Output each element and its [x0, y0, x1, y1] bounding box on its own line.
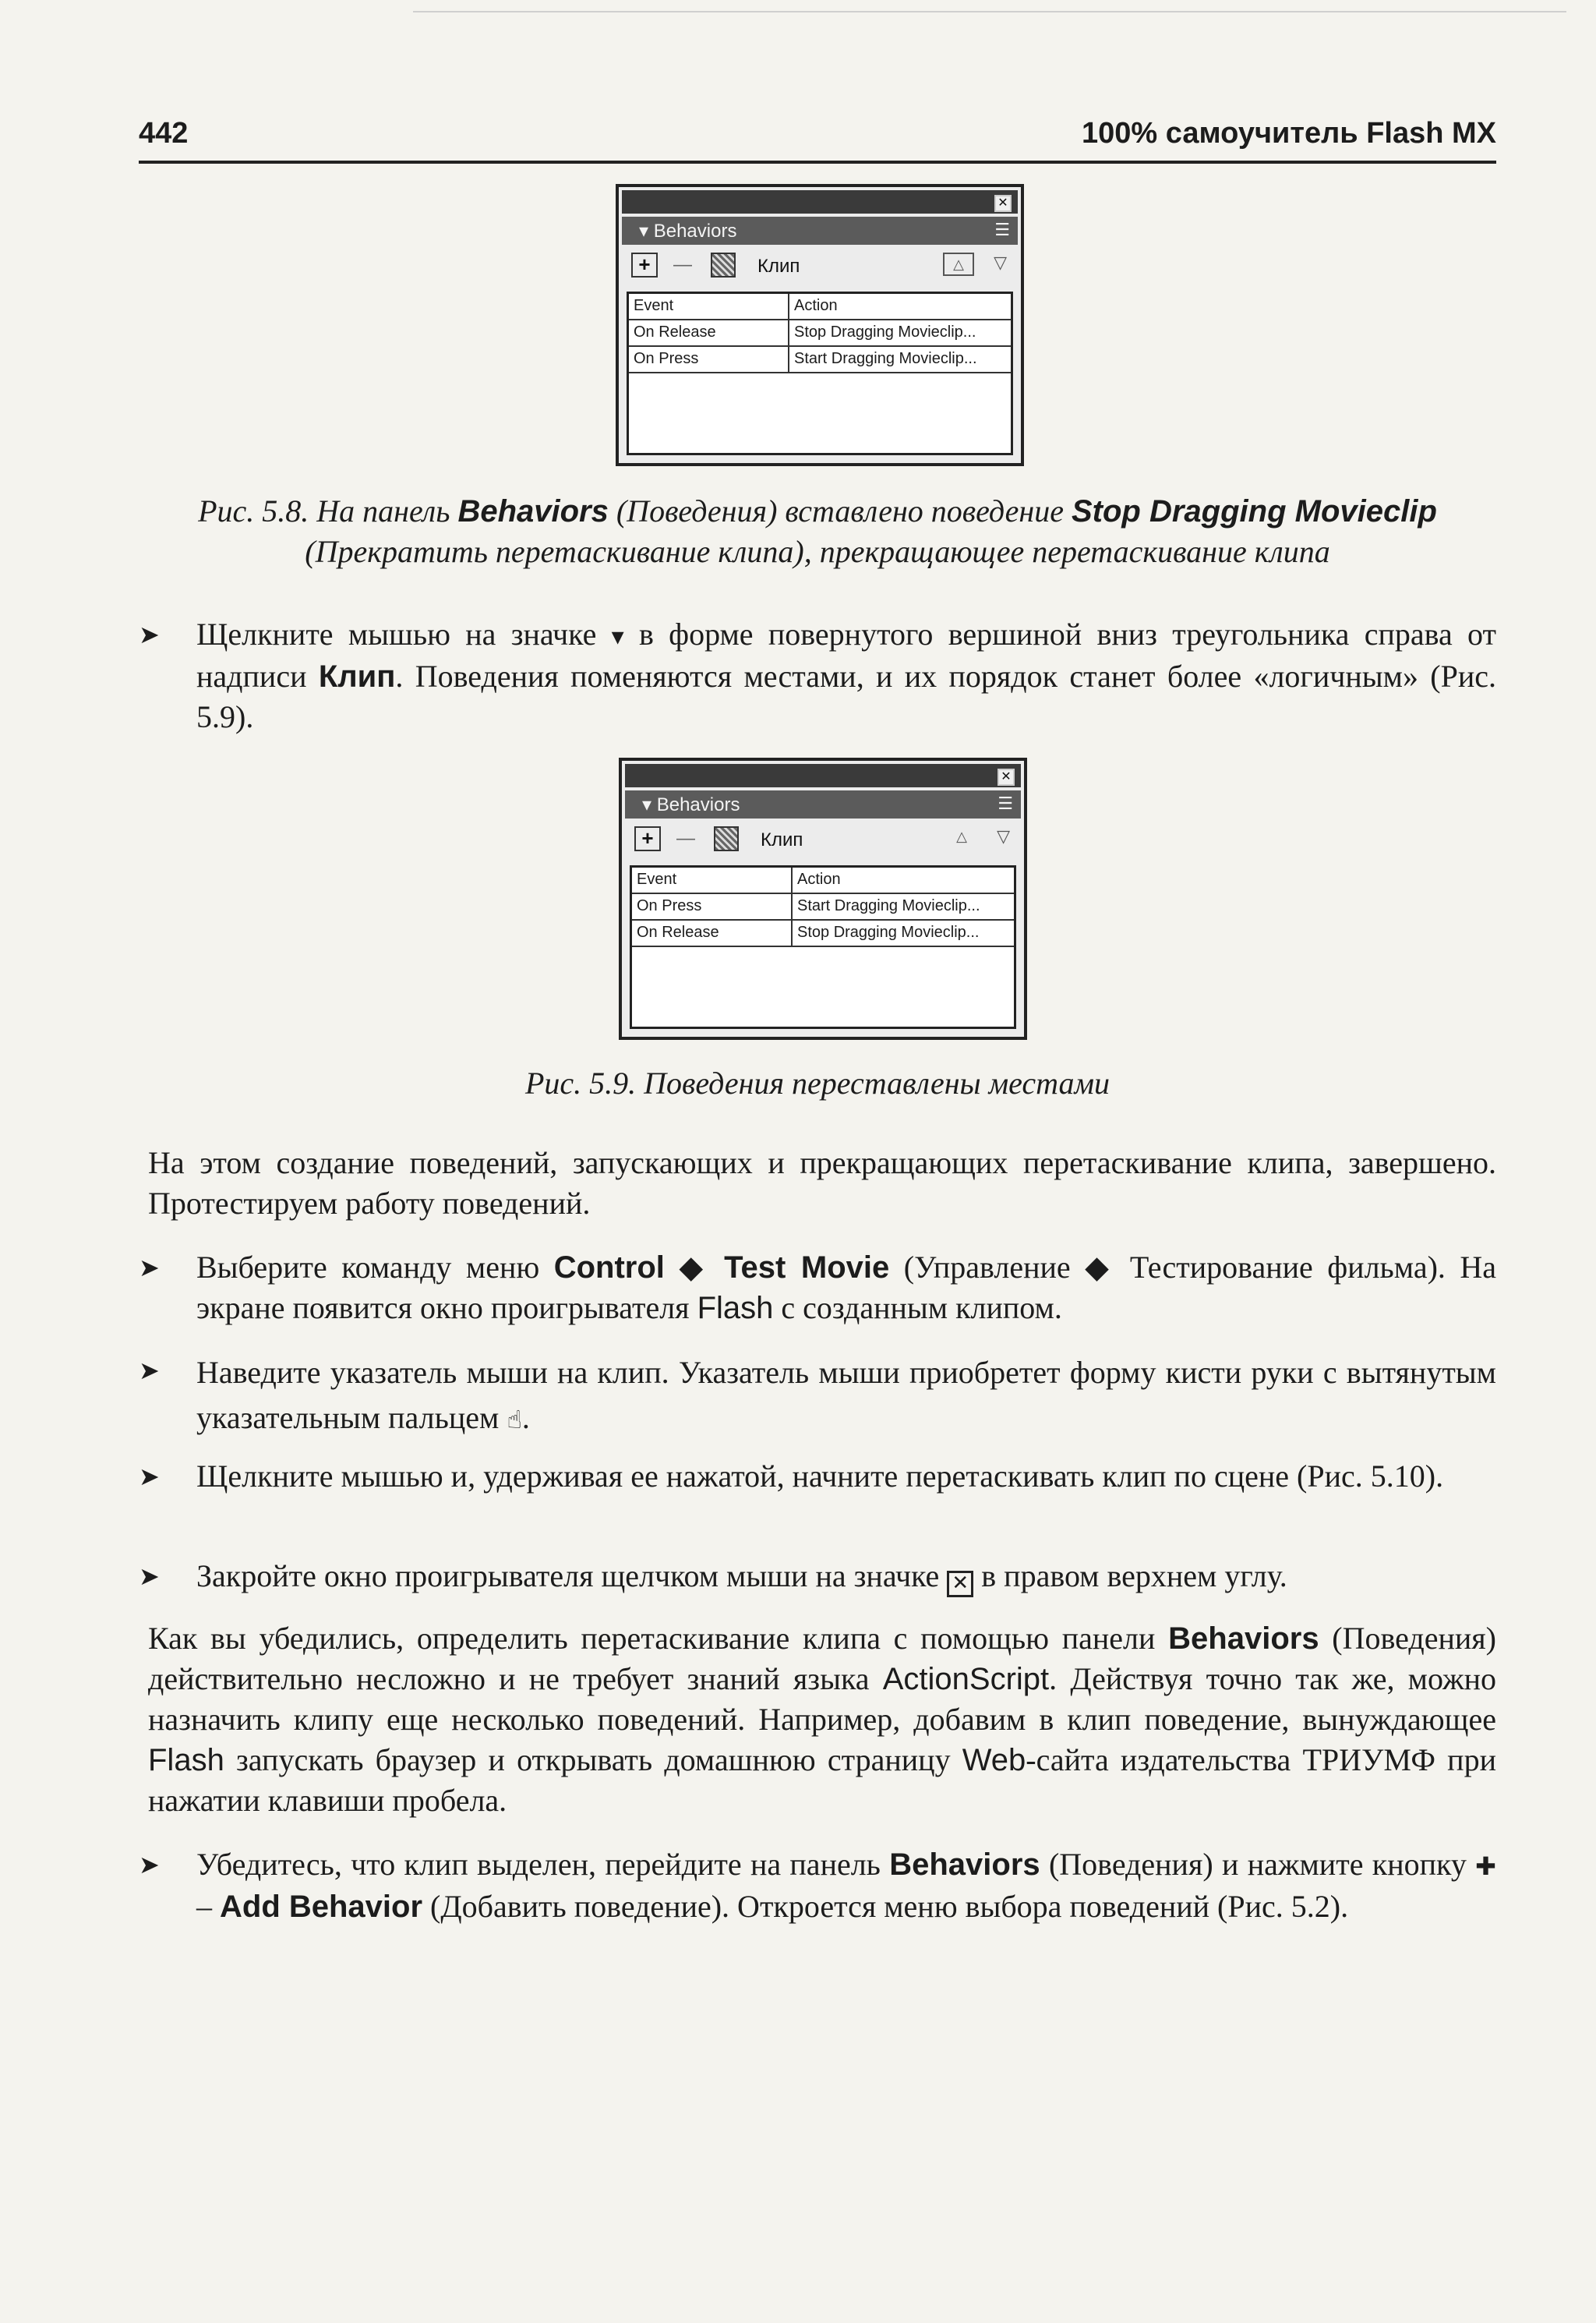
text: Наведите указатель мыши на клип. Указатель мыши приобретет форму кисти руки с вытянутым указательным пальцем: [196, 1355, 1496, 1435]
text: . Поведения поменяются местами, и их порядок станет более «логичным» (Рис. 5.9).: [196, 659, 1496, 734]
text: Убедитесь, что клип выделен, перейдите на панель: [196, 1847, 890, 1882]
menu-term: Control: [553, 1250, 665, 1285]
bold-term: Behaviors: [1168, 1621, 1319, 1656]
close-icon: ✕: [947, 1571, 973, 1597]
event-cell: On Release: [637, 924, 719, 941]
move-down-icon[interactable]: ▽: [994, 253, 1007, 272]
options-menu-icon[interactable]: ☰: [998, 794, 1013, 813]
move-up-icon[interactable]: △: [956, 829, 967, 844]
text: -сайта издательства ТРИУМФ при нажатии клавиши пробела.: [148, 1742, 1496, 1818]
caption-bold: Stop Dragging Movieclip: [1071, 494, 1437, 529]
table-row[interactable]: [632, 921, 1014, 947]
paragraph-1: На этом создание поведений, запускающих и прекращающих перетаскивание клипа, завершено. Протестируем работу поведений.: [148, 1145, 1496, 1221]
text: в правом верхнем углу.: [973, 1558, 1287, 1593]
caption-line-2: (Прекратить перетаскивание клипа), прекращающее перетаскивание клипа: [305, 534, 1330, 569]
event-cell: On Release: [634, 324, 716, 341]
action-cell: Start Dragging Movieclip...: [797, 897, 980, 914]
move-up-icon[interactable]: △: [943, 253, 974, 276]
running-title: 100% самоучитель Flash MX: [1082, 117, 1496, 150]
bold-term: Behaviors: [889, 1847, 1040, 1882]
behaviors-table: [630, 865, 1016, 1029]
panel-title-bar[interactable]: [625, 790, 1021, 819]
text: –: [196, 1889, 220, 1924]
triangle-down-icon: ▾: [611, 621, 624, 651]
text: ◆: [664, 1250, 725, 1285]
text: запускать браузер и открывать домашнюю страницу: [224, 1742, 962, 1777]
panel-toolbar: [622, 248, 1018, 285]
table-header-row: [629, 294, 1011, 320]
table-header-row: [632, 868, 1014, 894]
panel-title-bar[interactable]: [622, 217, 1018, 245]
move-down-icon[interactable]: ▽: [997, 826, 1010, 846]
text: Выберите команду меню: [196, 1250, 554, 1285]
column-header-action: Action: [797, 871, 841, 888]
text: в форме повернутого вершиной вниз треугольника справа от надписи: [196, 617, 1496, 694]
arrow-bullet-icon: ➤: [139, 1851, 160, 1879]
hand-pointer-icon: ☝: [507, 1405, 522, 1434]
options-menu-icon[interactable]: ☰: [994, 220, 1010, 239]
text: Как вы убедились, определить перетаскивание клипа с помощью панели: [148, 1621, 1169, 1656]
page-number: 442: [139, 117, 189, 150]
event-cell: On Press: [637, 897, 702, 914]
text: (Добавить поведение). Откроется меню выбора поведений (Рис. 5.2).: [422, 1889, 1349, 1924]
text: с созданным клипом.: [773, 1290, 1062, 1325]
text: (Поведения) и нажмите кнопку: [1040, 1847, 1476, 1882]
action-cell: Start Dragging Movieclip...: [794, 350, 977, 367]
movieclip-icon: [711, 253, 736, 278]
caption-text: Рис. 5.8. На панель: [198, 493, 458, 529]
text: (Управление ◆ Тестирование фильма). На экране появится окно проигрывателя: [196, 1250, 1497, 1325]
caption-text: (Поведения) вставлено поведение: [608, 493, 1072, 529]
top-edge-rule: [413, 11, 1566, 12]
behaviors-panel-fig-5-8: [616, 184, 1024, 466]
product-name: Flash: [697, 1291, 774, 1325]
arrow-bullet-icon: ➤: [139, 1356, 160, 1384]
bold-term: Add Behavior: [220, 1890, 423, 1924]
page-header: [139, 117, 1496, 164]
target-label: Клип: [757, 256, 800, 277]
column-header-event: Event: [634, 297, 674, 314]
add-behavior-icon[interactable]: +: [634, 826, 661, 851]
add-behavior-icon: ✚: [1475, 1851, 1496, 1881]
figure-caption-5-9: Рис. 5.9. Поведения переставлены местами: [524, 1066, 1110, 1101]
action-cell: Stop Dragging Movieclip...: [797, 924, 980, 941]
column-header-action: Action: [794, 297, 838, 314]
action-cell: Stop Dragging Movieclip...: [794, 324, 976, 341]
arrow-bullet-icon: ➤: [139, 621, 160, 649]
close-icon[interactable]: ✕: [994, 195, 1012, 212]
text: (Поведения) действительно несложно и не требует знаний языка: [148, 1621, 1496, 1696]
arrow-bullet-icon: ➤: [139, 1462, 160, 1490]
close-icon[interactable]: ✕: [998, 769, 1015, 786]
text: Щелкните мышью и, удерживая ее нажатой, начните перетаскивать клип по сцене (Рис. 5.10).: [196, 1459, 1444, 1494]
target-label: Клип: [761, 829, 803, 850]
arrow-bullet-icon: ➤: [139, 1562, 160, 1590]
behaviors-table: [627, 292, 1013, 455]
caption-bold: Behaviors: [457, 494, 609, 529]
event-cell: On Press: [634, 350, 699, 367]
add-behavior-icon[interactable]: +: [631, 253, 658, 278]
panel-title: ▾ Behaviors: [639, 221, 737, 242]
text: Закройте окно проигрывателя щелчком мыши на значке: [196, 1558, 948, 1593]
text: Щелкните мышью на значке: [196, 617, 612, 652]
product-name: ActionScript: [882, 1662, 1050, 1696]
text: . Действуя точно так же, можно назначить клипу еще несколько поведений. Например, добавим в клип поведение, вынуждающее: [148, 1661, 1496, 1737]
remove-behavior-icon[interactable]: —: [676, 828, 695, 849]
movieclip-icon: [714, 826, 739, 851]
behaviors-panel-fig-5-9: [619, 758, 1027, 1040]
table-row[interactable]: [632, 894, 1014, 921]
arrow-bullet-icon: ➤: [139, 1253, 160, 1282]
panel-toolbar: [625, 822, 1021, 859]
panel-title: ▾ Behaviors: [642, 794, 740, 815]
bold-term: Клип: [318, 659, 396, 694]
remove-behavior-icon[interactable]: —: [673, 254, 692, 275]
text: .: [521, 1400, 530, 1435]
table-row[interactable]: [629, 347, 1011, 373]
table-row[interactable]: [629, 320, 1011, 347]
panel-window-bar: [622, 190, 1018, 214]
product-name: Web: [962, 1743, 1026, 1777]
figure-caption-5-8: [139, 491, 1496, 572]
product-name: Flash: [148, 1743, 224, 1777]
menu-term: Test Movie: [724, 1250, 890, 1285]
paragraph-2: [148, 1618, 1496, 1821]
panel-window-bar: [625, 764, 1021, 787]
column-header-event: Event: [637, 871, 677, 888]
